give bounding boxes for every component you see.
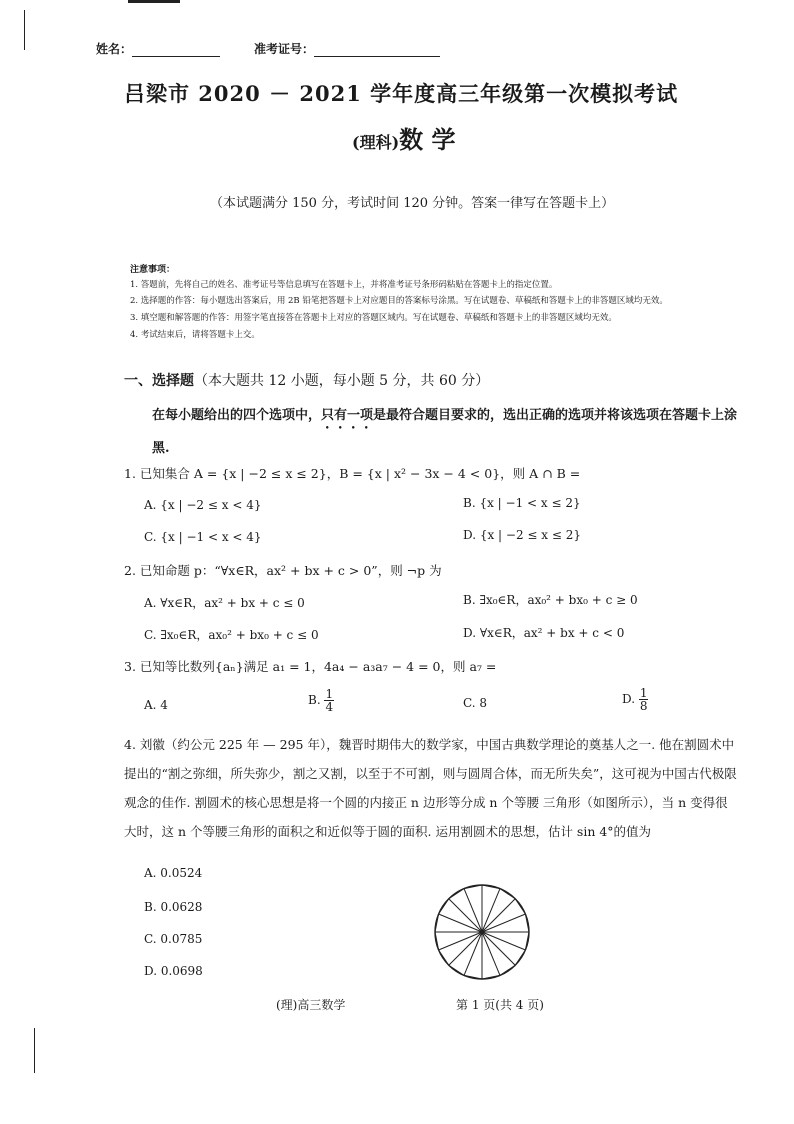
inscribed-polygon-figure (432, 882, 532, 982)
question-3-stem: 3. 已知等比数列{aₙ}满足 a₁ = 1，4a₄ − a₃a₇ − 4 = 0，则 a₇ = (124, 659, 497, 674)
q2-option-d: D. ∀x∈R，ax² + bx + c < 0 (463, 626, 625, 640)
name-label: 姓名： (96, 42, 133, 56)
scan-edge-mark-left (24, 10, 25, 50)
question-4-stem: 4. 刘徽（约公元 225 年 — 295 年），魏晋时期伟大的数学家，中国古典数学理论的奠基人之一. 他在割圆术中提出的“割之弥细，所失弥少，割之又割，以至于不可割，则与圆周合体，而无所失矣”，这可视为中国古代极限观念的佳作. 割圆术的核心思想是将一个圆的内接正 n 边形等分成 n 个等腰 三角形（如图所示），当 n 变得很大时，这 n 个等腰三角形的面积之和近似等于圆的面积. 运用割圆术的思想，估计 sin 4°的值为 (124, 737, 737, 839)
emphasized-phrase: 只有一项 (321, 408, 374, 423)
notice-heading: 注意事项： (130, 265, 176, 275)
subject-name: 数 学 (399, 125, 456, 154)
name-field (96, 40, 220, 57)
notice-item: 3. 填空题和解答题的作答：用签字笔直接答在答题卡上对应的答题区域内。写在试题卷、草稿纸和答题卡上的非答题区域均无效。 (130, 313, 617, 323)
section-instruction: 在每小题给出的四个选项中，只有一项是最符合题目要求的，选出正确的选项并将该选项在答题卡上涂 (152, 408, 738, 423)
exam-info: （本试题满分 150 分，考试时间 120 分钟。答案一律写在答题卡上） (210, 196, 615, 211)
q1-option-c: C. {x | −1 < x < 4} (144, 530, 262, 544)
q3-option-c: C. 8 (463, 696, 488, 710)
notice-item: 1. 答题前，先将自己的姓名、准考证号等信息填写在答题卡上，并将准考证号条形码粘贴在答题卡上的指定位置。 (130, 280, 558, 290)
q1-option-b: B. {x | −1 < x ≤ 2} (463, 496, 581, 510)
section-title: 一、选择题 (124, 373, 194, 389)
fraction: $\frac{1}{8}$ (639, 686, 648, 713)
notice-item: 4. 考试结束后，请将答题卡上交。 (130, 330, 260, 340)
question-1-stem: 1. 已知集合 A = {x | −2 ≤ x ≤ 2}，B = {x | x² − 3x − 4 < 0}，则 A ∩ B = (124, 466, 581, 481)
exam-subtitle (352, 120, 456, 155)
q4-option-d: D. 0.0698 (144, 964, 203, 978)
question-2-stem: 2. 已知命题 p：“∀x∈R，ax² + bx + c > 0”，则 ¬p 为 (124, 563, 442, 578)
q3-option-a: A. 4 (144, 698, 168, 712)
name-blank (132, 43, 220, 57)
radius-line (449, 899, 482, 932)
q2-option-c: C. ∃x₀∈R，ax₀² + bx₀ + c ≤ 0 (144, 628, 319, 642)
fraction: $\frac{1}{4}$ (325, 687, 334, 714)
q3-option-b: B. $\frac{1}{4}$ (308, 687, 334, 714)
q2-option-b: B. ∃x₀∈R，ax₀² + bx₀ + c ≥ 0 (463, 593, 638, 607)
q4-option-a: A. 0.0524 (144, 866, 203, 880)
exam-id-blank (314, 43, 440, 57)
q2-option-a: A. ∀x∈R，ax² + bx + c ≤ 0 (144, 596, 305, 610)
exam-id-label: 准考证号： (254, 42, 315, 56)
q1-option-d: D. {x | −2 ≤ x ≤ 2} (463, 528, 581, 542)
q1-option-a: A. {x | −2 ≤ x < 4} (144, 498, 262, 512)
q4-option-b: B. 0.0628 (144, 900, 203, 914)
section-instruction-line2: 黑. (152, 441, 170, 456)
section-heading (124, 370, 489, 390)
subject-track: (理科) (352, 133, 400, 152)
scan-edge-mark-left-lower (34, 1028, 35, 1073)
radius-line (449, 932, 482, 965)
radius-line (482, 899, 515, 932)
radius-line (482, 932, 515, 965)
exam-id-field (254, 40, 440, 57)
exam-title: 吕梁市 2020 － 2021 学年度高三年级第一次模拟考试 (124, 81, 679, 106)
q3-option-d: D. $\frac{1}{8}$ (622, 686, 648, 713)
notice-item: 2. 选择题的作答：每小题选出答案后，用 2B 铅笔把答题卡上对应题目的答案标号涂黑。写在试题卷、草稿纸和答题卡上的非答题区域均无效。 (130, 296, 668, 306)
page-number: 第 1 页(共 4 页) (456, 998, 544, 1012)
q4-option-c: C. 0.0785 (144, 932, 203, 946)
footer-subject: (理)高三数学 (276, 998, 346, 1012)
scan-edge-mark-top (128, 0, 180, 3)
section-scoring: （本大题共 12 小题，每小题 5 分，共 60 分） (194, 373, 490, 389)
